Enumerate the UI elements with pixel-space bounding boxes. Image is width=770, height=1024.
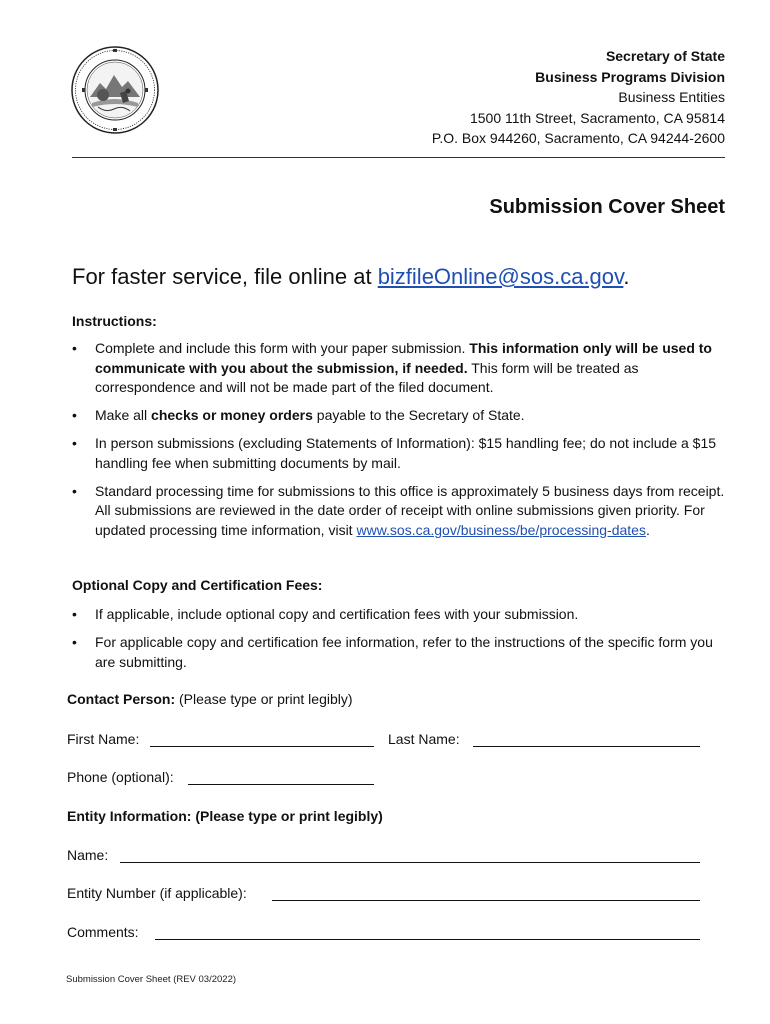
division-name: Business Programs Division <box>535 68 725 85</box>
first-name-field[interactable] <box>150 746 374 747</box>
instruction-emphasis: This information only will be used to communicate with you about the submission, if needed. <box>95 340 712 376</box>
entity-number-label: Entity Number (if applicable): <box>67 885 247 901</box>
contact-heading-label: Contact Person: <box>67 691 176 707</box>
last-name-field[interactable] <box>473 746 700 747</box>
instruction-text: Standard processing time for submissions to this office is approximately 5 business days from receipt. All submissions are reviewed in the date order of receipt with online submissions given priority. For updated processing time information, visit <box>95 482 725 538</box>
po-box-address: P.O. Box 944260, Sacramento, CA 94244-2600 <box>431 130 725 146</box>
fees-heading: Optional Copy and Certification Fees: <box>72 577 323 593</box>
instruction-text: This form will be treated as correspondence and will not be made part of the filed document. <box>95 359 639 395</box>
street-address: 1500 11th Street, Sacramento, CA 95814 <box>469 109 725 126</box>
entity-name-field[interactable] <box>120 862 700 863</box>
entity-number-field[interactable] <box>272 900 700 901</box>
contact-heading <box>67 690 353 708</box>
instruction-text: In person submissions (excluding Statements of Information): $15 handling fee; do not include a $15 handling fee when submitting documents by mail. <box>95 435 717 471</box>
list-item <box>72 339 732 398</box>
fees-list <box>72 605 732 681</box>
contact-note: (Please type or print legibly) <box>175 691 353 707</box>
instructions-list <box>72 339 732 549</box>
list-item <box>72 406 732 426</box>
entity-name-label: Name: <box>67 847 109 863</box>
form-revision-footer: Submission Cover Sheet (REV 03/2022) <box>66 974 237 985</box>
fee-text: If applicable, include optional copy and certification fees with your submission. <box>95 606 579 622</box>
unit-name: Business Entities <box>618 89 725 105</box>
comments-field[interactable] <box>155 939 700 940</box>
bizfile-online-link[interactable]: bizfileOnline@sos.ca.gov <box>377 264 624 289</box>
list-item <box>72 633 732 672</box>
first-name-label: First Name: <box>67 731 140 747</box>
online-notice-suffix: . <box>623 264 630 289</box>
office-name: Secretary of State <box>605 48 725 64</box>
instruction-text: . <box>645 521 650 538</box>
last-name-label: Last Name: <box>388 731 460 747</box>
state-seal-icon <box>70 45 160 135</box>
online-filing-notice <box>72 264 630 290</box>
instruction-text: payable to the Secretary of State. <box>312 407 525 423</box>
instruction-text: Complete and include this form with your paper submission. <box>95 340 470 356</box>
entity-heading: Entity Information: (Please type or print legibly) <box>67 808 383 824</box>
fee-text: For applicable copy and certification fee information, refer to the instructions of the specific form you are submitting. <box>95 634 713 670</box>
page-title: Submission Cover Sheet <box>489 196 725 218</box>
instruction-text: Make all <box>95 407 152 423</box>
header-divider <box>72 157 725 158</box>
list-item <box>72 605 732 625</box>
instruction-emphasis: checks or money orders <box>151 407 313 423</box>
processing-dates-link[interactable]: www.sos.ca.gov/business/be/processing-dates <box>356 521 646 538</box>
comments-label: Comments: <box>67 924 139 940</box>
agency-header <box>432 46 725 149</box>
online-notice-text: For faster service, file online at <box>72 264 378 289</box>
list-item <box>72 482 732 541</box>
instructions-heading: Instructions: <box>72 313 157 329</box>
phone-label: Phone (optional): <box>67 769 174 785</box>
list-item <box>72 434 732 473</box>
phone-field[interactable] <box>188 784 374 785</box>
